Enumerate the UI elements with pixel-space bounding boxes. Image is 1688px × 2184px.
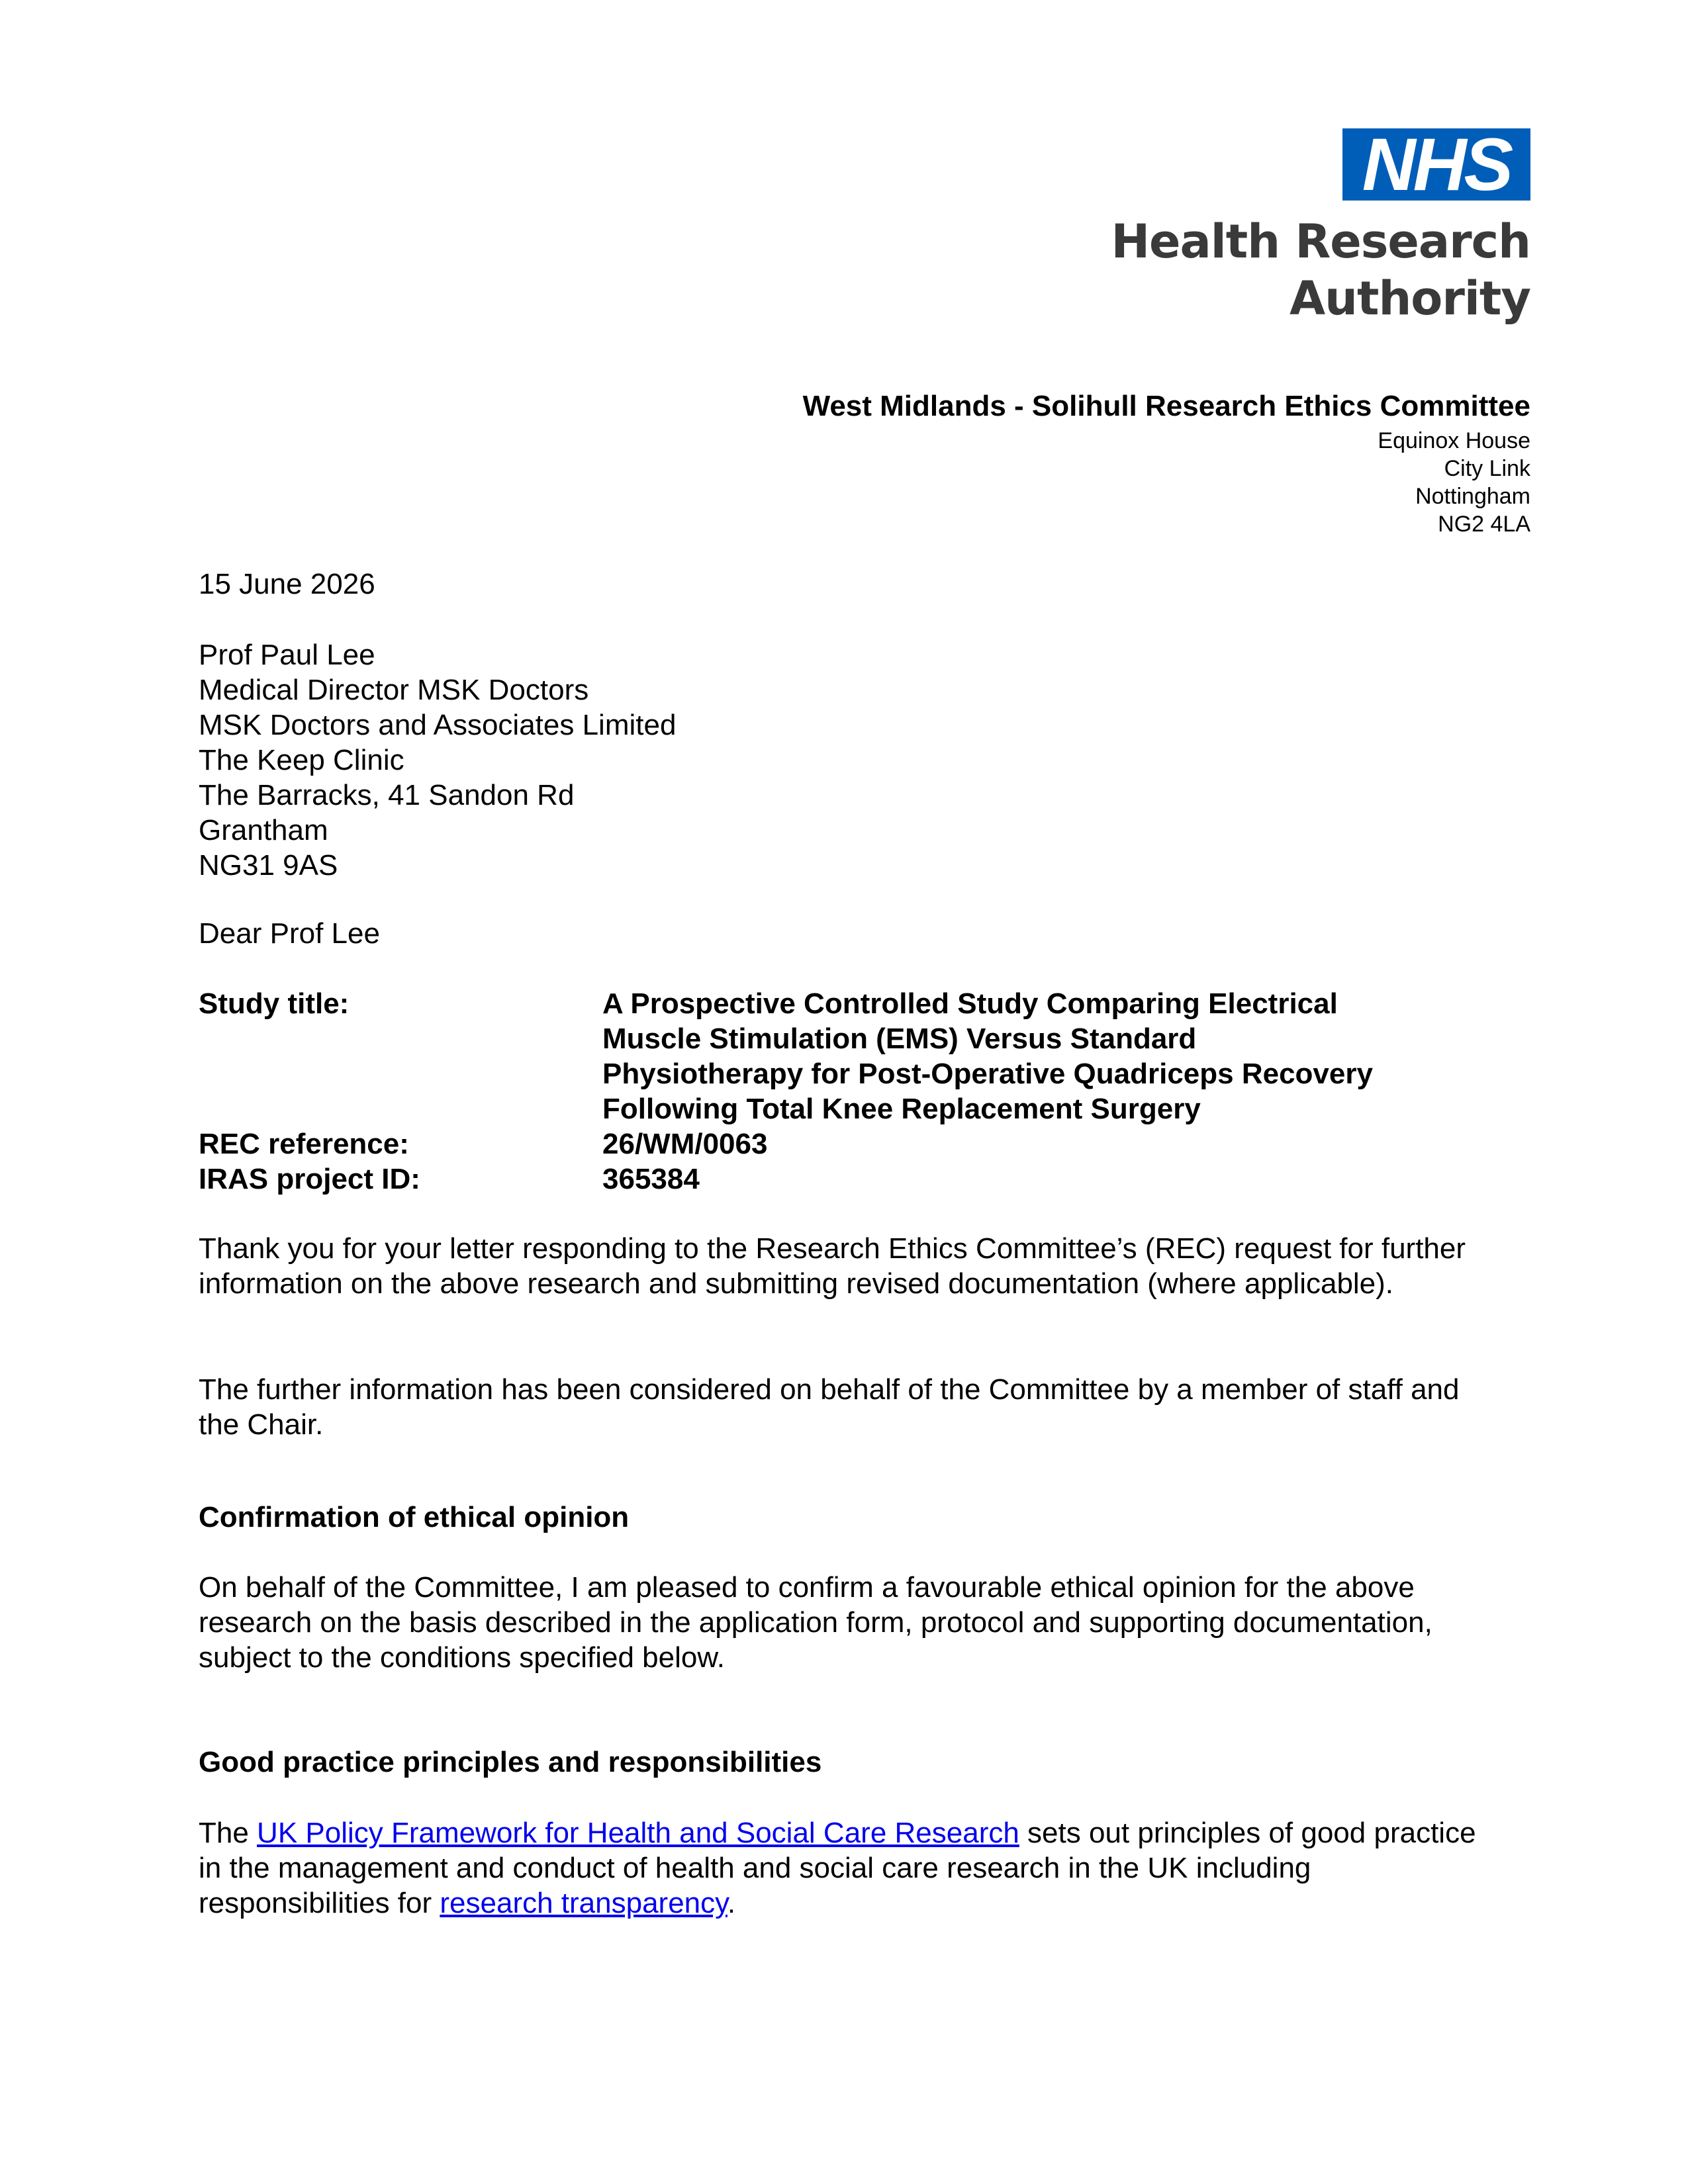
paragraph-favourable-opinion: On behalf of the Committee, I am pleased to confirm a favourable ethical opinion for the above research on the basis described in the application form, protocol and supporting documentation, subject to the conditions specified below.: [199, 1571, 1432, 1674]
recipient-line: Grantham: [199, 814, 328, 846]
address-line: City Link: [1444, 456, 1530, 481]
nhs-logo-mark: [1342, 128, 1530, 201]
recipient-line: NG31 9AS: [199, 849, 338, 882]
recipient-line: Medical Director MSK Doctors: [199, 674, 589, 706]
organisation-name-line2: Authority: [1289, 271, 1530, 326]
heading-good-practice: Good practice principles and responsibilities: [199, 1746, 822, 1778]
study-title-row: [199, 986, 1635, 1126]
nhs-logo: [1342, 128, 1530, 201]
rec-reference-label: REC reference:: [199, 1128, 409, 1160]
study-title-label: Study title:: [199, 987, 350, 1020]
recipient-address: [199, 637, 676, 883]
heading-ethical-opinion: Confirmation of ethical opinion: [199, 1501, 630, 1533]
research-transparency-link[interactable]: research transparency: [440, 1887, 727, 1919]
paragraph-response-thanks: Thank you for your letter responding to the Research Ethics Committee’s (REC) request for further information on the above research and submitting revised documentation (where applicable).: [199, 1232, 1466, 1300]
organisation-name-line1: Health Research: [1111, 214, 1530, 269]
study-title-line: Physiotherapy for Post-Operative Quadriceps Recovery: [602, 1058, 1373, 1090]
recipient-line: Prof Paul Lee: [199, 639, 375, 671]
recipient-line: The Keep Clinic: [199, 744, 404, 776]
study-details: [199, 986, 1635, 1197]
study-title-value: [602, 986, 1635, 1126]
study-title-line: A Prospective Controlled Study Comparing Electrical: [602, 987, 1338, 1020]
committee-name: West Midlands - Solihull Research Ethics Committee: [802, 390, 1530, 422]
salutation: Dear Prof Lee: [199, 917, 380, 950]
address-line: Equinox House: [1378, 428, 1530, 453]
study-title-line: Following Total Knee Replacement Surgery: [602, 1093, 1201, 1125]
iras-id-value: 365384: [602, 1163, 700, 1195]
paragraph-good-practice: [199, 1815, 1496, 1921]
address-line: NG2 4LA: [1438, 512, 1530, 537]
iras-id-row: [199, 1161, 1635, 1197]
paragraph-consideration: The further information has been considered on behalf of the Committee by a member of staff and the Chair.: [199, 1373, 1460, 1441]
uk-policy-framework-link[interactable]: UK Policy Framework for Health and Social Care Research: [257, 1817, 1019, 1849]
address-line: Nottingham: [1415, 484, 1530, 509]
paragraph-text: The: [199, 1817, 258, 1849]
rec-reference-value: 26/WM/0063: [602, 1128, 768, 1160]
organisation-name: [1111, 213, 1530, 327]
recipient-line: MSK Doctors and Associates Limited: [199, 709, 677, 741]
letter-date: 15 June 2026: [199, 568, 375, 600]
paragraph-text: sets out principles of good practice in the management and conduct of health and social care research in the UK including responsibilities for: [199, 1817, 1476, 1919]
iras-id-label: IRAS project ID:: [199, 1163, 420, 1195]
nhs-logo-text: NHS: [1362, 128, 1511, 201]
rec-reference-row: [199, 1126, 1635, 1161]
committee-address: [1378, 427, 1530, 538]
study-title-line: Muscle Stimulation (EMS) Versus Standard: [602, 1023, 1197, 1055]
recipient-line: The Barracks, 41 Sandon Rd: [199, 779, 575, 811]
paragraph-text: .: [727, 1887, 736, 1919]
